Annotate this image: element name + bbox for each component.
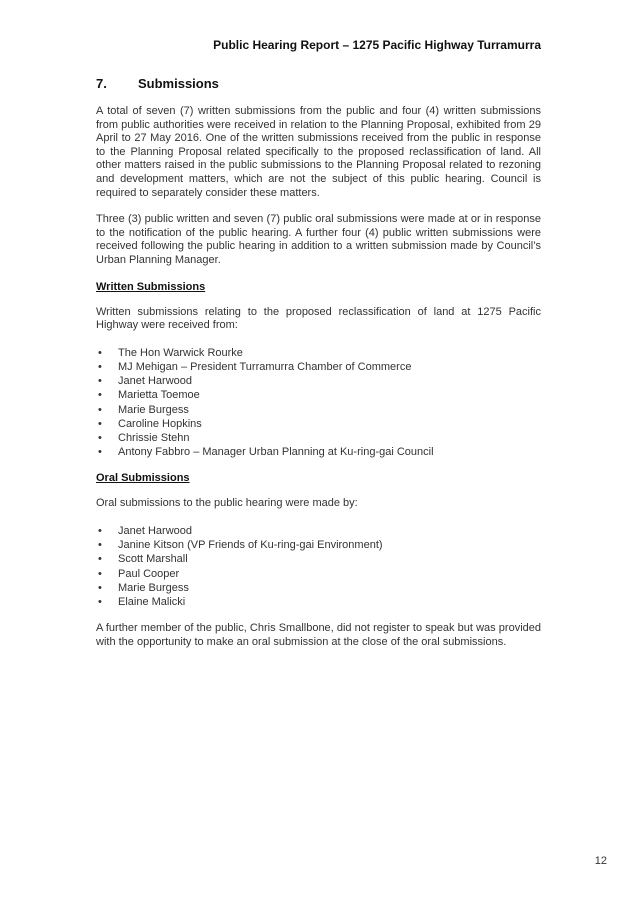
written-submissions-heading: Written Submissions xyxy=(96,280,206,293)
bullet-icon: • xyxy=(98,567,102,580)
list-item xyxy=(96,567,541,581)
submitter-name: Janet Harwood xyxy=(118,375,192,388)
list-item xyxy=(96,431,541,445)
section-heading xyxy=(96,76,541,91)
list-item xyxy=(96,346,541,360)
written-submissions-intro: Written submissions relating to the proposed reclassification of land at 1275 Pacific Highway were received from: xyxy=(96,305,541,332)
speaker-name: Janet Harwood xyxy=(118,524,192,537)
list-item xyxy=(96,417,541,431)
bullet-icon: • xyxy=(98,581,102,594)
oral-submissions-heading: Oral Submissions xyxy=(96,472,190,485)
bullet-icon: • xyxy=(98,595,102,608)
list-item xyxy=(96,552,541,566)
submitter-name: Marietta Toemoe xyxy=(118,389,200,402)
list-item xyxy=(96,388,541,402)
running-header: Public Hearing Report – 1275 Pacific Highway Turramurra xyxy=(213,38,541,52)
submitter-name: MJ Mehigan – President Turramurra Chamber of Commerce xyxy=(118,360,412,373)
submitter-name: Chrissie Stehn xyxy=(118,431,190,444)
bullet-icon: • xyxy=(98,346,102,359)
list-item xyxy=(96,595,541,609)
list-item xyxy=(96,360,541,374)
page-content xyxy=(96,76,541,662)
submitter-name: Marie Burgess xyxy=(118,403,189,416)
bullet-icon: • xyxy=(98,403,102,416)
bullet-icon: • xyxy=(98,446,102,459)
page-number: 12 xyxy=(594,855,607,867)
submitter-name: Caroline Hopkins xyxy=(118,417,202,430)
bullet-icon: • xyxy=(98,524,102,537)
bullet-icon: • xyxy=(98,360,102,373)
list-item xyxy=(96,581,541,595)
written-submissions-list xyxy=(96,346,541,460)
speaker-name: Marie Burgess xyxy=(118,581,189,594)
section-title: Submissions xyxy=(138,76,219,91)
list-item xyxy=(96,538,541,552)
section-number: 7. xyxy=(96,76,107,91)
bullet-icon: • xyxy=(98,539,102,552)
submitter-name: The Hon Warwick Rourke xyxy=(118,346,243,359)
list-item xyxy=(96,524,541,538)
oral-submissions-list xyxy=(96,524,541,609)
speaker-name: Janine Kitson (VP Friends of Ku-ring-gai Environment) xyxy=(118,539,383,552)
list-item xyxy=(96,374,541,388)
bullet-icon: • xyxy=(98,375,102,388)
oral-submissions-intro: Oral submissions to the public hearing were made by: xyxy=(96,497,358,510)
bullet-icon: • xyxy=(98,417,102,430)
list-item xyxy=(96,445,541,459)
bullet-icon: • xyxy=(98,389,102,402)
bullet-icon: • xyxy=(98,553,102,566)
paragraph-public-hearing-submissions: Three (3) public written and seven (7) public oral submissions were made at or in response to the notification of the public hearing. A further four (4) public written submissions were received following the public hearing in addition to a written submission made by Council’s Urban Planning Manager. xyxy=(96,213,541,266)
paragraph-total-submissions: A total of seven (7) written submissions from the public and four (4) written submissions from public authorities were received in relation to the Planning Proposal, exhibited from 29 April to 27 May 2016. One of the written submissions received from the public in response to the Planning Proposal related specifically to the proposed reclassification of land. All other matters raised in the public submissions to the Planning Proposal related to rezoning and development matters, which are not the subject of this public hearing. Council is required to separately consider these matters. xyxy=(96,105,541,199)
list-item xyxy=(96,403,541,417)
speaker-name: Elaine Malicki xyxy=(118,595,186,608)
submitter-name: Antony Fabbro – Manager Urban Planning at Ku-ring-gai Council xyxy=(118,446,434,459)
speaker-name: Scott Marshall xyxy=(118,553,188,566)
bullet-icon: • xyxy=(98,431,102,444)
paragraph-further-member: A further member of the public, Chris Smallbone, did not register to speak but was provided with the opportunity to make an oral submission at the close of the oral submissions. xyxy=(96,622,541,648)
speaker-name: Paul Cooper xyxy=(118,567,180,580)
